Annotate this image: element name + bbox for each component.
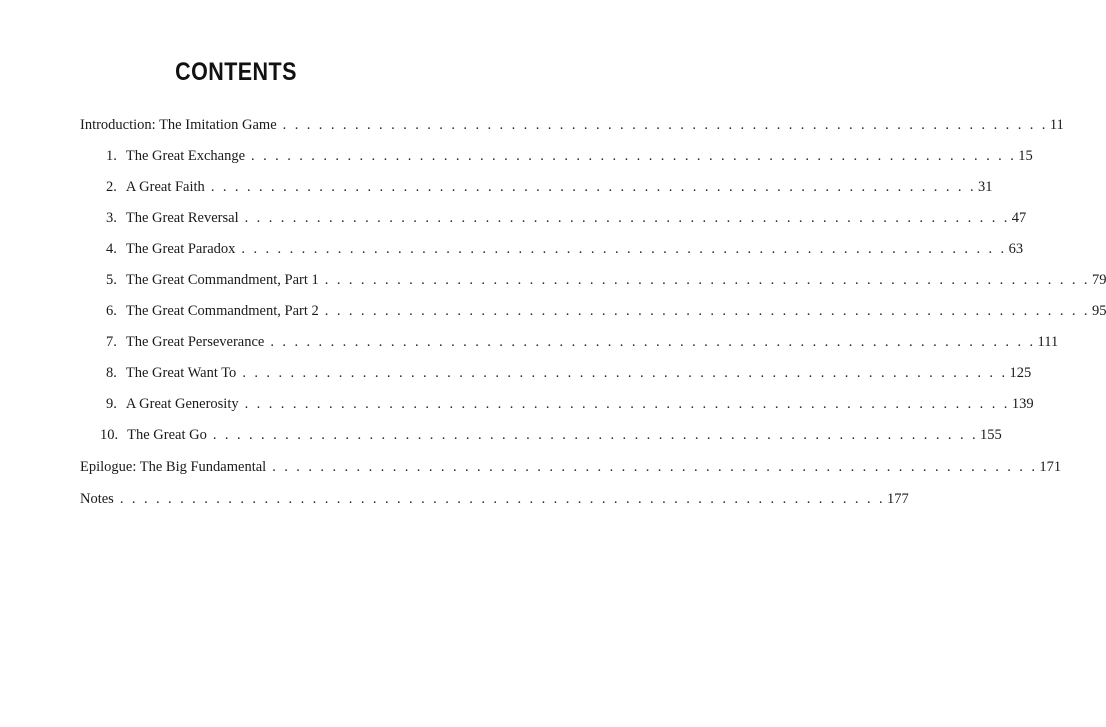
toc-entry-title: The Great Paradox: [125, 241, 236, 257]
toc-entry-page: 79: [1091, 272, 1106, 288]
toc-entry-page: 139: [1011, 396, 1034, 412]
toc-entry-title: The Great Want To: [125, 365, 237, 381]
dot-leader: . . . . . . . . . . . . . . . . . . . . . . . . . . . . . . . . . . . . . . . . . . . . . . . . . . . . . . . . . . . . . . . .: [242, 365, 1008, 381]
toc-entry-title: A Great Faith: [125, 179, 205, 195]
page-title: CONTENTS: [175, 58, 297, 86]
toc-entry-chapter-1: [106, 147, 1033, 165]
toc-entry-number: 8.: [106, 365, 117, 381]
toc-entry-number: 10.: [100, 427, 119, 443]
toc-entry-epilogue: [80, 458, 1062, 476]
toc-entry-title: Epilogue: The Big Fundamental: [80, 459, 267, 475]
toc-entry-number: 6.: [106, 303, 117, 319]
toc-entry-page: 47: [1011, 210, 1027, 226]
toc-entry-chapter-10: [100, 426, 1002, 444]
toc-entry-chapter-3: [106, 209, 1027, 227]
dot-leader: . . . . . . . . . . . . . . . . . . . . . . . . . . . . . . . . . . . . . . . . . . . . . . . . . . . . . . . . . . . . . . . .: [210, 179, 976, 195]
dot-leader: . . . . . . . . . . . . . . . . . . . . . . . . . . . . . . . . . . . . . . . . . . . . . . . . . . . . . . . . . . . . . . . .: [244, 396, 1010, 412]
toc-entry-page: 125: [1009, 365, 1032, 381]
toc-entry-title: The Great Exchange: [125, 148, 246, 164]
toc-entry-chapter-5: [106, 271, 1106, 289]
toc-entry-page: 111: [1037, 334, 1059, 350]
toc-entry-number: 4.: [106, 241, 117, 257]
toc-entry-title: A Great Generosity: [125, 396, 239, 412]
toc-entry-number: 2.: [106, 179, 117, 195]
toc-entry-page: 177: [887, 491, 909, 507]
dot-leader: . . . . . . . . . . . . . . . . . . . . . . . . . . . . . . . . . . . . . . . . . . . . . . . . . . . . . . . . . . . . . . . .: [324, 272, 1090, 288]
toc-entry-chapter-9: [106, 395, 1034, 413]
toc-entry-chapter-8: [106, 364, 1032, 382]
dot-leader: . . . . . . . . . . . . . . . . . . . . . . . . . . . . . . . . . . . . . . . . . . . . . . . . . . . . . . . . . . . . . . . .: [241, 241, 1007, 257]
toc-entry-chapter-4: [106, 240, 1024, 258]
dot-leader: . . . . . . . . . . . . . . . . . . . . . . . . . . . . . . . . . . . . . . . . . . . . . . . . . . . . . . . . . . . . . . . .: [251, 148, 1017, 164]
toc-entry-chapter-6: [106, 302, 1106, 320]
toc-entry-title: Notes: [80, 491, 114, 507]
toc-entry-page: 155: [980, 427, 1002, 443]
toc-entry-page: 15: [1018, 148, 1033, 164]
toc-entry-chapter-7: [106, 333, 1059, 351]
toc-entry-title: The Great Go: [127, 427, 207, 443]
dot-leader: . . . . . . . . . . . . . . . . . . . . . . . . . . . . . . . . . . . . . . . . . . . . . . . . . . . . . . . . . . . . . . . .: [270, 334, 1036, 350]
toc-entry-page: 171: [1039, 459, 1062, 475]
dot-leader: . . . . . . . . . . . . . . . . . . . . . . . . . . . . . . . . . . . . . . . . . . . . . . . . . . . . . . . . . . . . . . . .: [272, 459, 1038, 475]
toc-entry-number: 7.: [106, 334, 117, 350]
toc-entry-page: 95: [1091, 303, 1106, 319]
toc-entry-number: 9.: [106, 396, 117, 412]
dot-leader: . . . . . . . . . . . . . . . . . . . . . . . . . . . . . . . . . . . . . . . . . . . . . . . . . . . . . . . . . . . . . . . .: [244, 210, 1010, 226]
toc-entry-title: The Great Commandment, Part 2: [125, 303, 319, 319]
toc-entry-page: 63: [1008, 241, 1024, 257]
toc-entry-title: The Great Commandment, Part 1: [125, 272, 319, 288]
toc-entry-title: Introduction: The Imitation Game: [80, 117, 277, 133]
toc-entry-page: 31: [978, 179, 993, 195]
toc-entry-number: 5.: [106, 272, 117, 288]
toc-entry-number: 1.: [106, 148, 117, 164]
dot-leader: . . . . . . . . . . . . . . . . . . . . . . . . . . . . . . . . . . . . . . . . . . . . . . . . . . . . . . . . . . . . . . . .: [324, 303, 1090, 319]
toc-entry-title: The Great Perseverance: [125, 334, 265, 350]
toc-entry-title: The Great Reversal: [125, 210, 239, 226]
toc-entry-number: 3.: [106, 210, 117, 226]
dot-leader: . . . . . . . . . . . . . . . . . . . . . . . . . . . . . . . . . . . . . . . . . . . . . . . . . . . . . . . . . . . . . . . .: [282, 117, 1048, 133]
dot-leader: . . . . . . . . . . . . . . . . . . . . . . . . . . . . . . . . . . . . . . . . . . . . . . . . . . . . . . . . . . . . . . . .: [119, 491, 886, 507]
toc-entry-page: 11: [1049, 117, 1064, 133]
toc-entry-introduction: [80, 116, 1064, 134]
toc-entry-notes: [80, 490, 909, 508]
dot-leader: . . . . . . . . . . . . . . . . . . . . . . . . . . . . . . . . . . . . . . . . . . . . . . . . . . . . . . . . . . . . . . . .: [212, 427, 979, 443]
toc-entry-chapter-2: [106, 178, 993, 196]
